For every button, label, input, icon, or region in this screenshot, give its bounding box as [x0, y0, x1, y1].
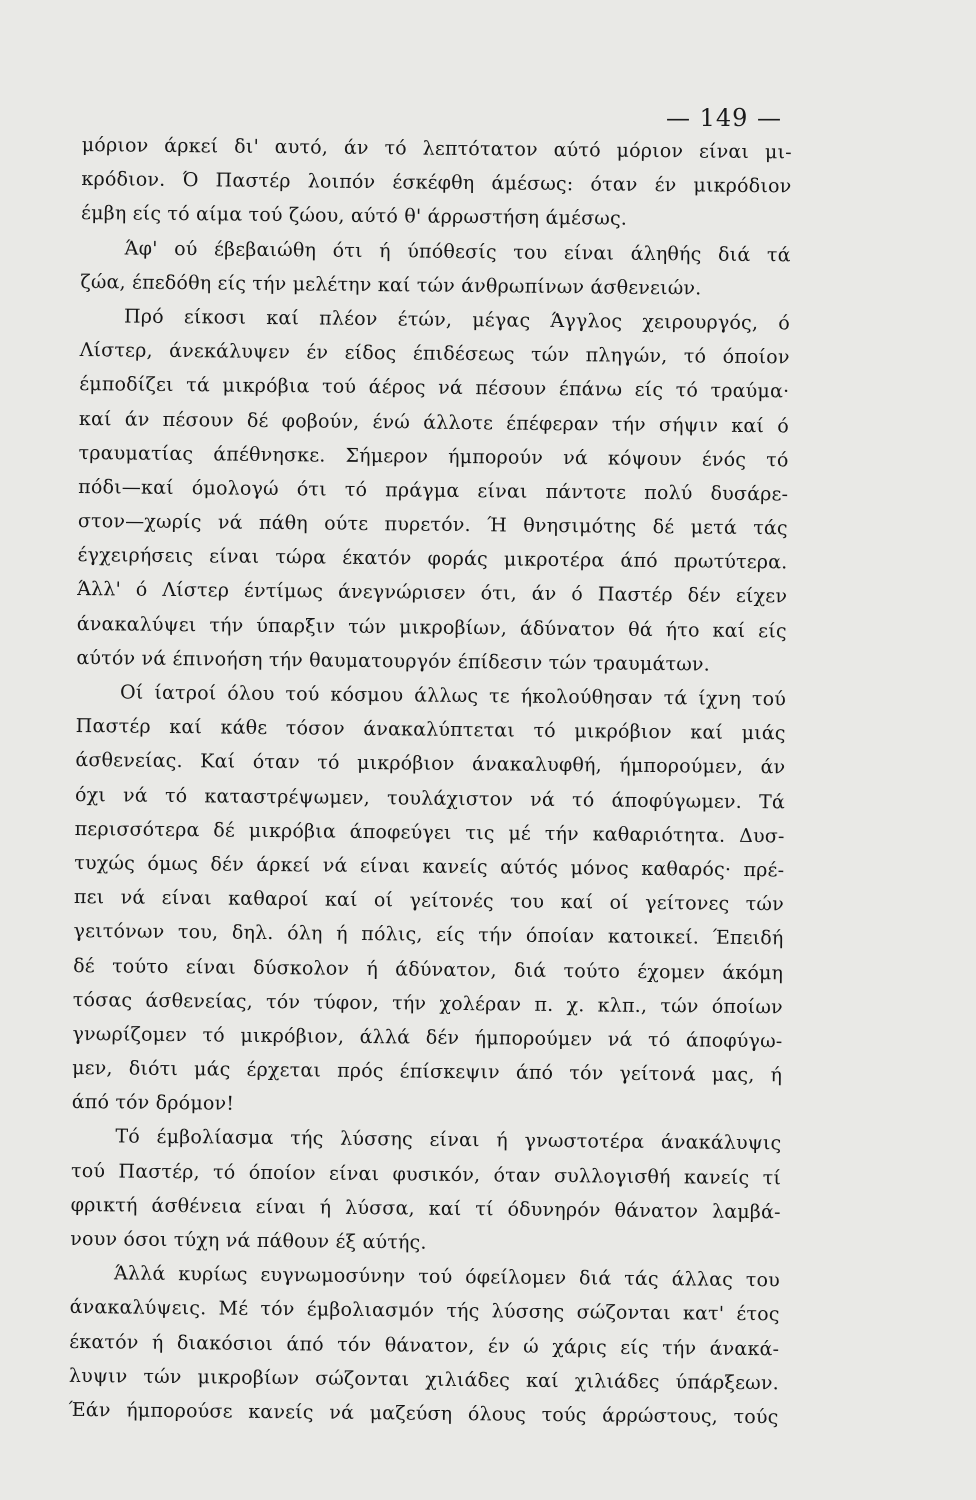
text-line: νουν όσοι τύχη νά πάθουν έξ αύτής. [70, 1227, 427, 1254]
text-line: φρικτή άσθένεια είναι ή λύσσα, καί τί όδυνηρόν θάνατον λαμβά- [70, 1193, 781, 1224]
text-line: πει νά είναι καθαροί καί οί γείτονές του καί οί γείτονες τών [73, 886, 785, 916]
text-line: έμποδίζει τά μικρόβια τού άέρος νά πέσουν έπάνω είς τό τραύμα· [79, 373, 790, 403]
text-line: δέ τούτο είναι δύσκολον ή άδύνατον, διά τούτο έχομεν άκόμη [73, 954, 784, 984]
text-line: κρόδιον. Ό Παστέρ λοιπόν έσκέφθη άμέσως: όταν έν μικρόδιον [81, 168, 792, 198]
text-line: μόριον άρκεί δι' αυτό, άν τό λεπτότατον αύτό μόριον είναι μι- [81, 133, 792, 164]
text-line: μεν, διότι μάς έρχεται πρός έπίσκεψιν άπό τόν γείτονά μας, ή [72, 1057, 783, 1087]
text-line: λυψιν τών μικροβίων σώζονται χιλιάδες καί χιλιάδες ύπάρξεων. [68, 1364, 780, 1395]
text-line: τόσας άσθενείας, τόν τύφον, τήν χολέραν π. χ. κλπ., τών όποίων [72, 988, 783, 1019]
text-line: Πρό είκοσι καί πλέον έτών, μέγας Άγγλος χειρουργός, ό [123, 305, 791, 335]
text-line: Άφ' ού έβεβαιώθη ότι ή ύπόθεσίς του είναι άληθής διά τά [124, 237, 791, 266]
text-line: άνακαλύψεις. Μέ τόν έμβολιασμόν τής λύσσης σώζονται κατ' έτος [69, 1296, 780, 1326]
text-line: Παστέρ καί κάθε τόσον άνακαλύπτεται τό μικρόβιον καί μιάς [75, 715, 786, 745]
text-line: έμβη είς τό αίμα τού ζώου, αύτό θ' άρρωστήση άμέσως. [80, 202, 628, 231]
text-line: άνακαλύψει τήν ύπαρξιν τών μικροβίων, άδύνατον θά ήτο καί είς [76, 612, 787, 643]
text-line: ζώα, έπεδόθη είς τήν μελέτην καί τών άνθρωπίνων άσθενειών. [80, 270, 702, 300]
text-line: Λίστερ, άνεκάλυψεν έν είδος έπιδέσεως τών πληγών, τό όποίον [79, 339, 790, 369]
text-line: τού Παστέρ, τό όποίον είναι φυσικόν, όταν συλλογισθή κανείς τί [70, 1159, 782, 1190]
text-line: τραυματίας άπέθνησκε. Σήμερον ήμπορούν νά κόψουν ένός τό [78, 441, 789, 472]
text-line: Άλλ' ό Λίστερ έντίμως άνεγνώρισεν ότι, άν ό Παστέρ δέν είχεν [77, 578, 788, 608]
text-line: Τό έμβολίασμα τής λύσσης είναι ή γνωστοτέρα άνακάλυψις [115, 1125, 782, 1155]
text-line: περισσότερα δέ μικρόβια άποφεύγει τις μέ τήν καθαριότητα. Δυσ- [74, 817, 785, 848]
text-line: καί άν πέσουν δέ φοβούν, ένώ άλλοτε έπέφεραν τήν σήψιν καί ό [78, 407, 790, 437]
text-line: γνωρίζομεν τό μικρόβιον, άλλά δέν ήμπορούμεν νά τό άποφύγω- [72, 1022, 783, 1053]
text-line: γειτόνων του, δηλ. όλη ή πόλις, είς τήν όποίαν κατοικεί. Έπειδή [73, 920, 784, 950]
page-number: — 149 — [665, 104, 783, 132]
text-line: αύτόν νά έπινοήση τήν θαυματουργόν έπίδεσιν τών τραυμάτων. [76, 646, 711, 676]
text-line: άπό τόν δρόμον! [71, 1091, 235, 1115]
text-line: Έάν ήμπορούσε κανείς νά μαζεύση όλους τούς άρρώστους, τούς [68, 1398, 779, 1429]
text-line: στον—χωρίς νά πάθη ούτε πυρετόν. Ή θνησιμότης δέ μετά τάς [77, 510, 788, 540]
text-line: Άλλά κυρίως ευγνωμοσύνην τού όφείλομεν διά τάς άλλας του [113, 1262, 781, 1292]
text-line: τυχώς όμως δέν άρκεί νά είναι κανείς αύτός μόνος καθαρός· πρέ- [74, 851, 785, 882]
body-text [68, 128, 792, 1434]
text-line: έγχειρήσεις είναι τώρα έκατόν φοράς μικροτέρα άπό πρωτύτερα. [77, 544, 788, 574]
text-line: άσθενείας. Καί όταν τό μικρόβιον άνακαλυφθή, ήμπορούμεν, άν [75, 749, 786, 779]
text-line: πόδι—καί όμολογώ ότι τό πράγμα είναι πάντοτε πολύ δυσάρε- [78, 475, 789, 506]
text-line: όχι νά τό καταστρέψωμεν, τουλάχιστον νά τό άποφύγωμεν. Τά [74, 783, 786, 813]
text-line: έκατόν ή διακόσιοι άπό τόν θάνατον, έν ώ χάρις είς τήν άνακά- [69, 1330, 780, 1360]
text-line: Οί ίατροί όλου τού κόσμου άλλως τε ήκολούθησαν τά ίχνη τού [119, 681, 787, 711]
